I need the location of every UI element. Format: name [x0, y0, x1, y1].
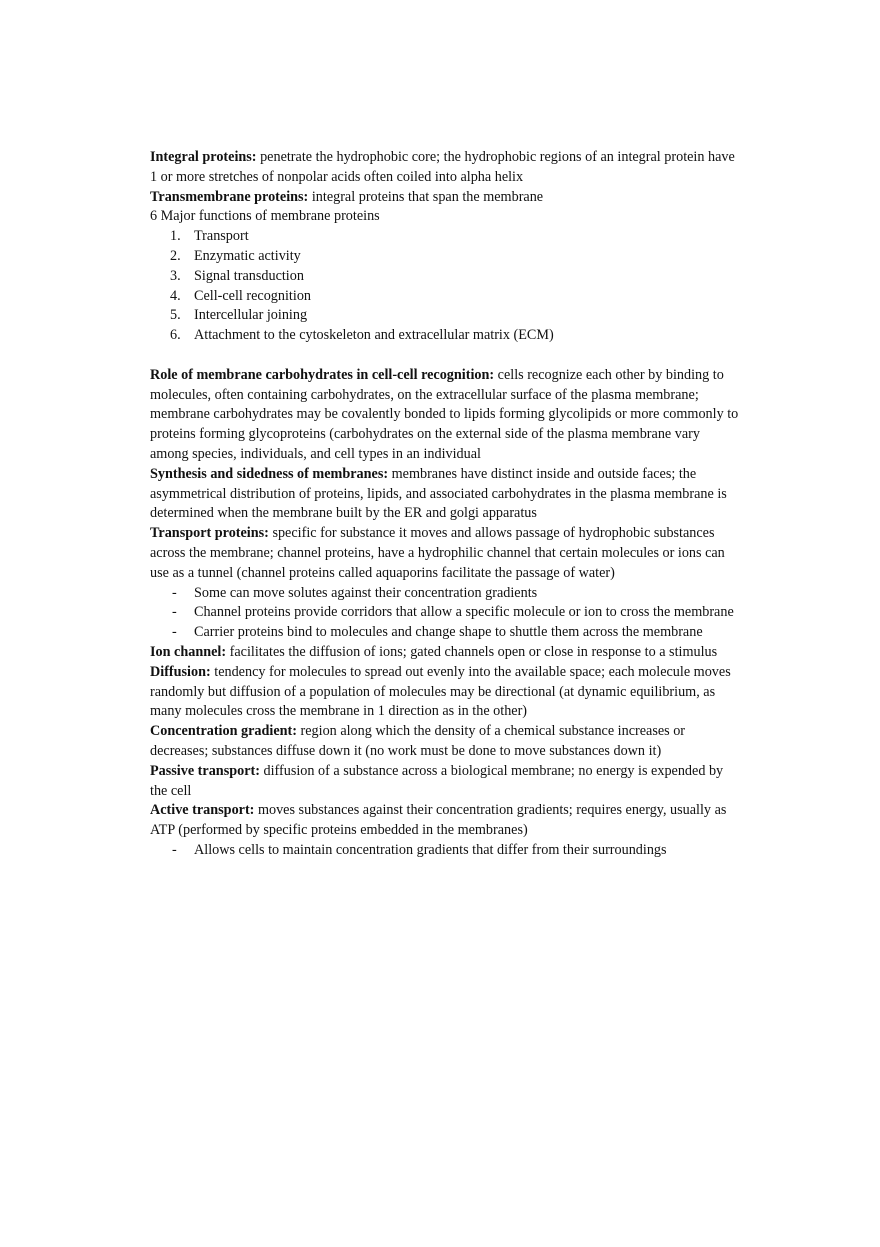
transmembrane-proteins-definition: [150, 188, 740, 208]
list-item: [150, 584, 740, 604]
definition-term: Transport proteins:: [150, 525, 269, 542]
list-item: [150, 247, 740, 267]
carbohydrates-definition: [150, 366, 740, 465]
definition-text: tendency for molecules to spread out evenly into the available space; each molecule moves randomly but diffusion of a population of molecules may be directional (at dynamic equilibrium, as many molecules cross the membrane in 1 direction as in the other): [150, 663, 731, 720]
list-number: 1.: [170, 228, 181, 245]
definition-text: specific for substance it moves and allows passage of hydrophobic substances across the membrane; channel proteins, have a hydrophilic channel that certain molecules or ions can use as a tunnel (channel proteins called aquaporins facilitate the passage of water): [150, 525, 725, 581]
active-transport-definition: [150, 801, 740, 841]
definition-text: facilitates the diffusion of ions; gated channels open or close in response to a stimulus: [226, 643, 718, 660]
functions-heading: 6 Major functions of membrane proteins: [150, 208, 380, 225]
definition-term: Role of membrane carbohydrates in cell-cell recognition:: [150, 366, 495, 383]
synthesis-definition: [150, 465, 740, 524]
definition-term: Integral proteins:: [150, 149, 257, 165]
list-item-label: Cell-cell recognition: [194, 287, 312, 304]
functions-list: [150, 227, 740, 346]
bullet-dash: -: [172, 841, 177, 858]
definition-text: membranes have distinct inside and outside faces; the asymmetrical distribution of proteins, lipids, and associated carbohydrates in the plasma membrane is determined when the membrane built by the ER and golgi apparatus: [150, 465, 727, 522]
definition-term: Active transport:: [150, 802, 255, 819]
definition-text: penetrate the hydrophobic core; the hydrophobic regions of an integral protein have 1 or more stretches of nonpolar acids often coiled into alpha helix: [150, 149, 735, 185]
definition-term: Passive transport:: [150, 762, 260, 779]
list-item: [150, 603, 740, 623]
bullet-text: Carrier proteins bind to molecules and change shape to shuttle them across the membrane: [194, 624, 703, 641]
list-item-label: Signal transduction: [194, 267, 304, 284]
definition-term: Diffusion:: [150, 663, 211, 680]
integral-proteins-definition: [150, 148, 740, 188]
ion-channel-definition: [150, 643, 740, 663]
blank-line: [150, 346, 740, 366]
definition-term: Synthesis and sidedness of membranes:: [150, 465, 389, 482]
list-item-label: Enzymatic activity: [194, 247, 301, 264]
diffusion-definition: [150, 663, 740, 722]
definition-text: cells recognize each other by binding to molecules, often containing carbohydrates, on the extracellular surface of the plasma membrane; membrane carbohydrates may be covalently bonded to lipids forming glycolipids or more commonly to proteins forming glycoproteins (carbohydrates on the external side of the plasma membrane vary among species, individuals, and cell types in an individual: [150, 366, 739, 462]
bullet-dash: -: [172, 604, 177, 621]
list-item-label: Attachment to the cytoskeleton and extracellular matrix (ECM): [194, 327, 554, 344]
list-item: [150, 227, 740, 247]
concentration-gradient-definition: [150, 722, 740, 762]
list-item: [150, 326, 740, 346]
list-number: 2.: [170, 247, 181, 264]
list-number: 5.: [170, 307, 181, 324]
list-item: [150, 841, 740, 861]
list-number: 6.: [170, 327, 181, 344]
list-item: [150, 623, 740, 643]
active-transport-bullets: [150, 841, 740, 861]
bullet-dash: -: [172, 624, 177, 641]
definition-term: Ion channel:: [150, 643, 227, 660]
definition-text: integral proteins that span the membrane: [308, 188, 544, 205]
list-item: [150, 267, 740, 287]
bullet-text: Channel proteins provide corridors that allow a specific molecule or ion to cross the membrane: [194, 604, 734, 621]
transport-proteins-bullets: [150, 584, 740, 643]
passive-transport-definition: [150, 762, 740, 802]
bullet-text: Allows cells to maintain concentration gradients that differ from their surroundings: [194, 841, 667, 858]
bullet-dash: -: [172, 584, 177, 601]
bullet-text: Some can move solutes against their concentration gradients: [194, 584, 538, 601]
list-number: 3.: [170, 267, 181, 284]
definition-text: diffusion of a substance across a biological membrane; no energy is expended by the cell: [150, 762, 724, 799]
transport-proteins-definition: [150, 524, 740, 583]
list-number: 4.: [170, 287, 181, 304]
document-page: [150, 148, 740, 861]
definition-term: Transmembrane proteins:: [150, 188, 309, 205]
definition-text: region along which the density of a chemical substance increases or decreases; substances diffuse down it (no work must be done to move substances down it): [150, 723, 686, 759]
list-item: [150, 287, 740, 307]
definition-text: moves substances against their concentration gradients; requires energy, usually as ATP (performed by specific proteins embedded in the membranes): [150, 802, 727, 839]
list-item-label: Intercellular joining: [194, 307, 308, 324]
list-item: [150, 306, 740, 326]
definition-term: Concentration gradient:: [150, 723, 297, 740]
list-item-label: Transport: [194, 228, 249, 245]
